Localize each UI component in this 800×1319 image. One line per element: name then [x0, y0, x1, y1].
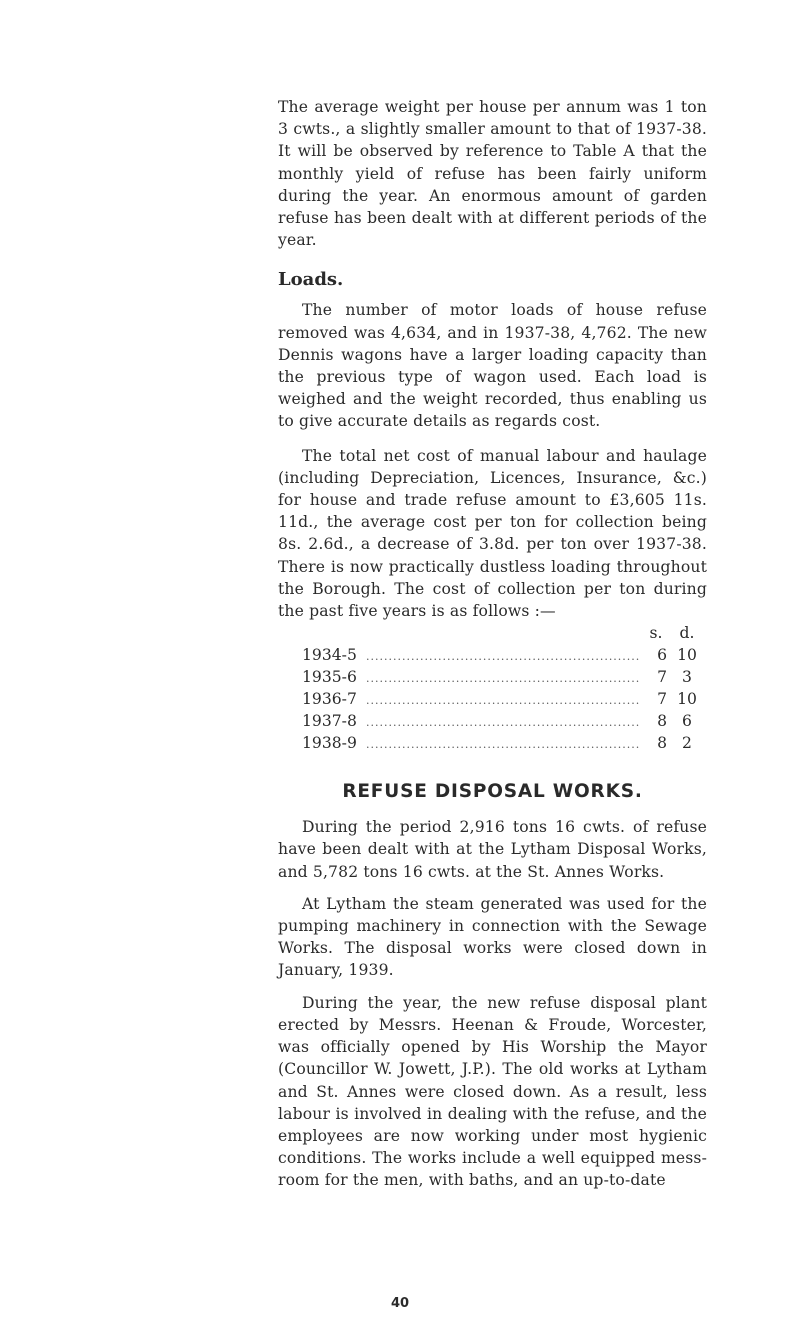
row-pence: 2 — [682, 734, 692, 753]
page-number: 40 — [390, 1296, 410, 1311]
row-shillings: 7 — [657, 690, 667, 709]
row-year: 1938-9 — [302, 734, 357, 753]
cost-table-header — [278, 622, 707, 644]
leader-dots — [366, 668, 641, 690]
leader-dots — [366, 712, 641, 734]
row-year: 1937-8 — [302, 712, 357, 731]
works-paragraph-3: During the year, the new refuse disposal plant erected by Messrs. Heenan & Froude, Worcester, was officially opened by His Worship the Mayor (Councillor W. Jowett, J.P.). The old works at Lytham and St. Annes were closed down. As a result, less labour is involved in dealing with the refuse, and the employees are now working under most hygienic conditions. The works include a well equipped mess-room for the men, with baths, and an up-to-date — [278, 993, 707, 1190]
row-shillings: 8 — [657, 734, 667, 753]
works-paragraph-2: At Lytham the steam generated was used for the pumping machinery in connection with the Sewage Works. The disposal works were closed down in January, 1939. — [278, 894, 707, 980]
row-year: 1934-5 — [302, 646, 357, 665]
works-paragraph-1: During the period 2,916 tons 16 cwts. of refuse have been dealt with at the Lytham Disposal Works, and 5,782 tons 16 cwts. at the St. Annes Works. — [278, 818, 707, 881]
row-pence: 10 — [677, 646, 697, 665]
loads-paragraph-1: The number of motor loads of house refuse removed was 4,634, and in 1937-38, 4,762. The new Dennis wagons have a larger loading capacity than the previous type of wagon used. Each load is weighed and the weight recorded, thus enabling us to give accurate details as regards cost. — [278, 301, 707, 431]
shillings-column-header: s. — [649, 624, 663, 643]
row-pence: 10 — [677, 690, 697, 709]
pence-column-header: d. — [679, 624, 695, 643]
row-shillings: 6 — [657, 646, 667, 665]
loads-heading: Loads. — [278, 269, 344, 291]
intro-paragraph: The average weight per house per annum was 1 ton 3 cwts., a slightly smaller amount to that of 1937-38. It will be observed by reference to Table A that the monthly yield of refuse has been fairly uniform during the year. An enormous amount of garden refuse has been dealt with at different periods of the year. — [278, 98, 707, 250]
row-year: 1935-6 — [302, 668, 357, 687]
cost-per-ton-table — [278, 622, 707, 754]
table-row — [278, 688, 707, 710]
row-pence: 6 — [682, 712, 692, 731]
row-shillings: 8 — [657, 712, 667, 731]
row-year: 1936-7 — [302, 690, 357, 709]
row-shillings: 7 — [657, 668, 667, 687]
table-row — [278, 644, 707, 666]
table-row — [278, 666, 707, 688]
refuse-disposal-works-heading: REFUSE DISPOSAL WORKS. — [342, 781, 643, 803]
leader-dots — [366, 646, 641, 668]
row-pence: 3 — [682, 668, 692, 687]
leader-dots — [366, 690, 641, 712]
leader-dots — [366, 734, 641, 756]
page-content — [278, 96, 707, 1192]
table-row — [278, 710, 707, 732]
table-row — [278, 732, 707, 754]
loads-paragraph-2: The total net cost of manual labour and haulage (including Depreciation, Licences, Insurance, &c.) for house and trade refuse amount to £3,605 11s. 11d., the average cost per ton for collection being 8s. 2.6d., a decrease of 3.8d. per ton over 1937-38. There is now practically dustless loading throughout the Borough. The cost of collection per ton during the past five years is as follows :— — [278, 446, 707, 621]
